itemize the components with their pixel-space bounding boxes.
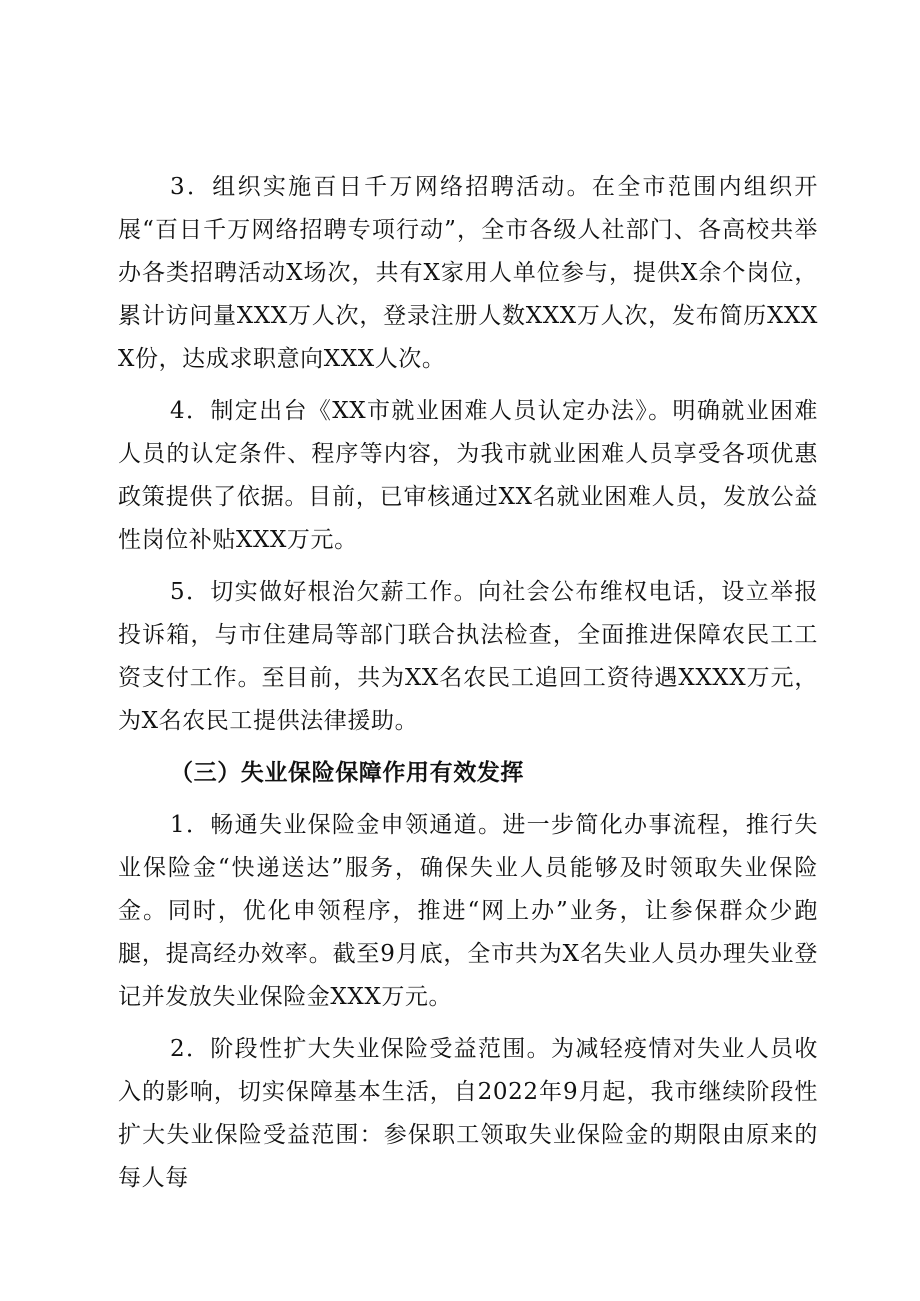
document-body [118, 166, 818, 1209]
section-heading: （三）失业保险保障作用有效发挥 [170, 760, 524, 786]
paragraph-item-3: 3．组织实施百日千万网络招聘活动。在全市范围内组织开展“百日千万网络招聘专项行动”，全市各级人社部门、各高校共举办各类招聘活动X场次，共有X家用人单位参与，提供X余个岗位，累计访问量XXX万人次，登录注册人数XXX万人次，发布简历XXXX份，达成求职意向XXX人次。 [118, 174, 818, 372]
section-paragraph-1: 1．畅通失业保险金申领通道。进一步简化办事流程，推行失业保险金“快递送达”服务，确保失业人员能够及时领取失业保险金。同时，优化申领程序，推进“网上办”业务，让参保群众少跑腿，提高经办效率。截至9月底，全市共为X名失业人员办理失业登记并发放失业保险金XXX万元。 [118, 812, 818, 1010]
section-paragraph-2: 2．阶段性扩大失业保险受益范围。为减轻疫情对失业人员收入的影响，切实保障基本生活，自2022年9月起，我市继续阶段性扩大失业保险受益范围：参保职工领取失业保险金的期限由原来的每人每 [118, 1036, 818, 1191]
paragraph-item-4: 4．制定出台《XX市就业困难人员认定办法》。明确就业困难人员的认定条件、程序等内容，为我市就业困难人员享受各项优惠政策提供了依据。目前，已审核通过XX名就业困难人员，发放公益性岗位补贴XXX万元。 [118, 398, 818, 553]
paragraph-item-5: 5．切实做好根治欠薪工作。向社会公布维权电话，设立举报投诉箱，与市住建局等部门联合执法检查，全面推进保障农民工工资支付工作。至目前，共为XX名农民工追回工资待遇XXXX万元，为X名农民工提供法律援助。 [118, 579, 818, 734]
